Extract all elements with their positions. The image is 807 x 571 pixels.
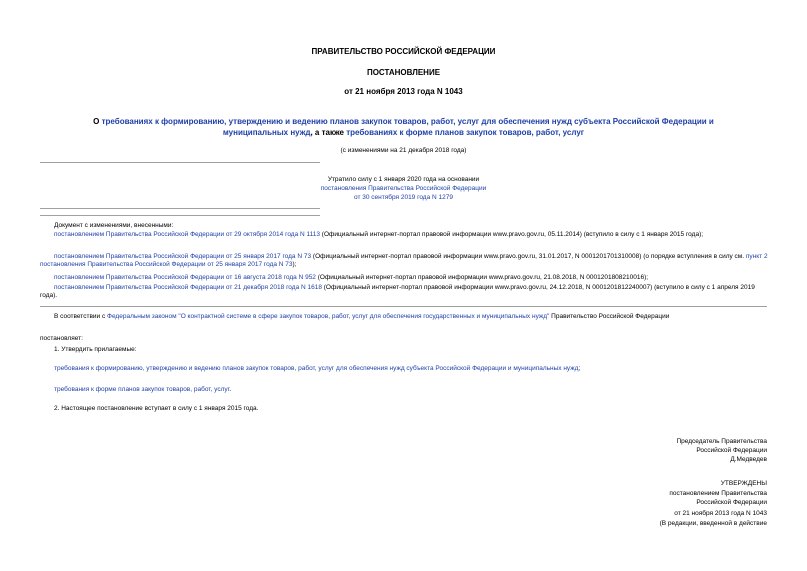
point-2: 2. Настоящее постановление вступает в силу с 1 января 2015 года. (54, 405, 259, 412)
accordance-paragraph (40, 313, 770, 321)
amendment-text: (Официальный интернет-портал правовой информации www.pravo.gov.ru, 21.08.2018, N 0001201808210016); (315, 274, 649, 281)
amendment-text: (Официальный интернет-портал правовой информации www.pravo.gov.ru, 31.01.2017, N 0001201701310008) (о порядке вступления в силу см. (311, 253, 746, 260)
amendment-text: (Официальный интернет-портал правовой информации www.pravo.gov.ru, 05.11.2014) (вступило в силу с 1 января 2015 года); (320, 231, 704, 238)
requirement-item-2 (40, 386, 770, 394)
divider (40, 208, 320, 209)
divider (40, 162, 320, 163)
signature-org: Российской Федерации (696, 447, 767, 454)
title-prefix: О (93, 117, 102, 126)
requirement-item-1 (40, 365, 770, 373)
title-link-form-requirements[interactable]: требованиях к форме планов закупок товаров, работ, услуг (346, 128, 585, 138)
requirement-tail-1: ; (578, 365, 581, 372)
list-item (40, 284, 770, 301)
document-title (80, 116, 727, 138)
accordance-prefix: В соответствии с (54, 313, 108, 320)
amendment-text: (Официальный интернет-портал правовой информации www.pravo.gov.ru, 24.12.2018, N 0001201812240007) (вступило в силу с 1 апреля 2019 года). (40, 284, 755, 300)
signature-name: Д.Медведев (730, 456, 767, 463)
amendment-link[interactable]: постановлением Правительства Российской Федерации от 16 августа 2018 года N 952 (54, 274, 316, 281)
title-middle: , а также (310, 128, 347, 138)
signature-title: Председатель Правительства (676, 438, 767, 445)
list-item (40, 231, 770, 239)
expiry-link-date[interactable]: от 30 сентября 2019 года N 1279 (354, 194, 453, 201)
accordance-suffix: Правительство Российской Федерации (549, 313, 670, 320)
document-date-number: от 21 ноября 2013 года N 1043 (344, 87, 463, 96)
government-name: ПРАВИТЕЛЬСТВО РОССИЙСКОЙ ФЕДЕРАЦИИ (311, 47, 496, 56)
amendment-link[interactable]: постановлением Правительства Российской Федерации от 21 декабря 2018 года N 1618 (54, 284, 322, 291)
expiry-link-decree[interactable]: постановления Правительства Российской Федерации (320, 185, 487, 192)
requirement-tail-2: . (229, 386, 232, 393)
federal-law-link[interactable]: Федеральным законом "О контрактной системе в сфере закупок товаров, работ, услуг для обеспечения государственных и муниципальных нужд" (107, 313, 550, 320)
amendment-link-secondary[interactable]: пункт 2 постановления Правительства Российской Федерации от 25 января 2017 года N 73 (40, 253, 768, 269)
amendment-tail: ); (292, 261, 297, 269)
amendment-link[interactable]: постановлением Правительства Российской Федерации от 29 октября 2014 года N 1113 (54, 231, 320, 238)
requirement-link-1[interactable]: требования к формированию, утверждению и ведению планов закупок товаров, работ, услуг для обеспечения нужд субъекта Российской Федерации и муниципальных нужд (54, 365, 579, 372)
point-1: 1. Утвердить прилагаемые: (54, 346, 137, 353)
title-link-requirements[interactable]: требованиях к формированию, утверждению и ведению планов закупок товаров, работ, услуг для обеспечения нужд субъекта Российской Федерации и муниципальных нужд (101, 117, 714, 138)
divider (40, 306, 767, 307)
resolves-text: постановляет: (40, 335, 83, 342)
list-item (40, 253, 770, 270)
approved-line: постановлением Правительства (669, 490, 767, 497)
document-type: ПОСТАНОВЛЕНИЕ (366, 68, 441, 77)
requirement-link-2[interactable]: требования к форме планов закупок товаров, работ, услуг (54, 386, 230, 393)
approved-note: (В редакции, введенной в действие (659, 520, 767, 527)
changes-intro: Документ с изменениями, внесенными: (54, 222, 174, 229)
divider (40, 215, 320, 216)
approved-heading: УТВЕРЖДЕНЫ (720, 480, 767, 487)
amendment-link[interactable]: постановлением Правительства Российской Федерации от 25 января 2017 года N 73 (54, 253, 312, 260)
approved-date: от 21 ноября 2013 года N 1043 (674, 510, 767, 517)
list-item (40, 274, 770, 282)
approved-line: Российской Федерации (696, 499, 767, 506)
amendments-note: (с изменениями на 21 декабря 2018 года) (340, 147, 467, 154)
expiry-line: Утратило силу с 1 января 2020 года на основании (327, 176, 480, 183)
